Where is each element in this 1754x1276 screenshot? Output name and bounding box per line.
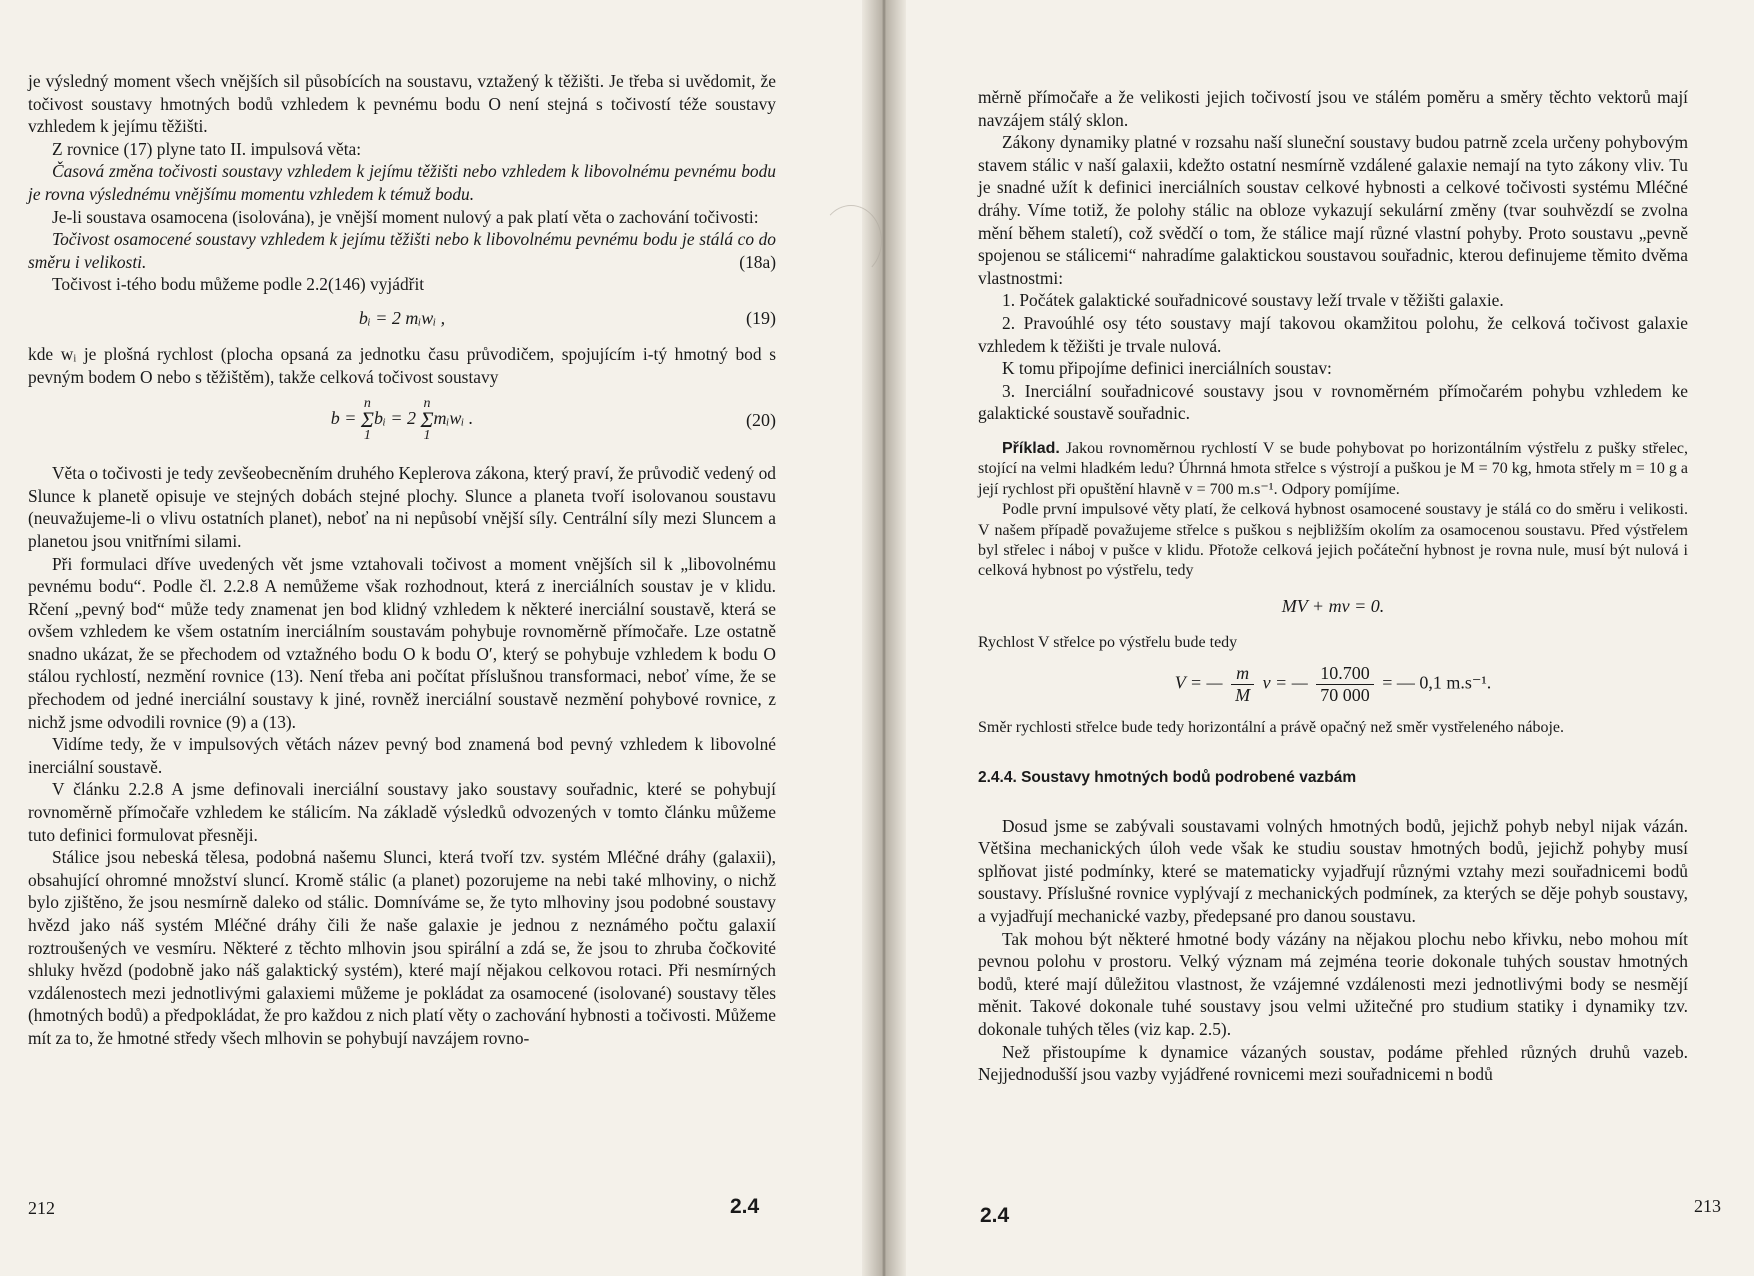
paragraph: Stálice jsou nebeská tělesa, podobná našemu Slunci, která tvoří tzv. systém Mléčné dráhy (galaxii), obsahující ohromné množství sluncí. Kromě stálic (a planet) pozorujeme na nebi také mlhoviny, o nichž bylo zjištěno, že jsou nesmírně daleko od stálic. Domníváme se, že tyto mlhoviny jsou podobné soustavy hvězd jako náš systém Mléčné dráhy čili že naše galaxie je jednou z neznámého počtu galaxií roztroušených ve vesmíru. Některé z těchto mlhovin jsou spirální a zdá se, že jsou to zhruba čočkovité shluky hvězd (podobně jako náš galaktický systém), které mají nějakou celkovou rotaci. Při nesmírných vzdálenostech mezi jednotlivými galaxiemi můžeme je pokládat za osamocené (isolované) soustavy těles (hmotných bodů) a předpokládat, že pro každou z nich platí věty o zachování hybnosti a točivosti. Můžeme mít za to, že hmotné středy všech mlhovin se pohybují navzájem rovno- [28, 847, 776, 1048]
left-page [0, 0, 862, 1276]
page-number: 213 [1694, 1196, 1721, 1216]
paragraph: Tak mohou být některé hmotné body vázány na nějakou plochu nebo křivku, nebo mohou mít pevnou polohu v prostoru. Velký význam má zejména teorie dokonale tuhých soustav hmotných bodů, které mají důležitou vlastnost, že vzájemné vzdálenosti mezi jednotlivými body se nesmějí měnit. Takové dokonale tuhé soustavy jsou velmi užitečné pro studium statiky i dynamiky tzv. dokonale tuhých těles (viz kap. 2.5). [978, 928, 1688, 1039]
equation-20 [28, 388, 776, 462]
equation-momentum: MV + mv = 0. [1281, 595, 1385, 616]
example-paragraph: Směr rychlosti střelce bude tedy horizontální a právě opačný než směr vystřeleného náboje. [978, 719, 1565, 737]
equation-number: (19) [746, 307, 776, 328]
right-page [906, 0, 1754, 1276]
list-item: 3. Inerciální souřadnicové soustavy jsou v rovnoměrném přímočarém pohybu vzhledem ke galaktické soustavě souřadnic. [978, 380, 1688, 424]
equation-number: (18a) [739, 251, 776, 272]
example-paragraph: Rychlost V střelce po výstřelu bude tedy [978, 633, 1238, 651]
right-page-text [978, 86, 1688, 1086]
example-paragraph: Příklad. Jakou rovnoměrnou rychlostí V se bude pohybovat po horizontálním výstřelu z pušky střelec, stojící na velmi hladkém ledu? Úhrnná hmota střelce s výstrojí a puškou je M = 70 kg, hmota střely m = 10 g a její rychlost při opuštění hlavně v = 700 m.s⁻¹. Odpory pomíjíme. [978, 439, 1689, 498]
equation-rhs: = — 0,1 m.s⁻¹. [1382, 672, 1492, 693]
paragraph: Je-li soustava osamocena (isolována), je vnější moment nulový a pak platí věta o zachování točivosti: [52, 206, 759, 227]
paragraph: Točivost i-tého bodu můžeme podle 2.2(146) vyjádřit [52, 274, 425, 295]
paragraph: měrně přímočaře a že velikosti jejich točivostí jsou ve stálém poměru a směry těchto vektorů mají navzájem stálý sklon. [978, 87, 1688, 130]
paragraph: je výsledný moment všech vnějších sil působících na soustavu, vztažený k těžišti. Je třeba si uvědomit, že točivost soustavy hmotných bodů vzhledem k pevnému bodu O není stejná s točivostí téže soustavy vzhledem k jejímu těžišti. [28, 71, 776, 137]
equation-lhs: b = [330, 408, 357, 429]
equation-mid: bᵢ = 2 [373, 408, 416, 429]
paragraph: Vidíme tedy, že v impulsových větách název pevný bod znamená bod pevný vzhledem k libovolné inerciální soustavě. [28, 734, 776, 777]
paragraph: Než přistoupíme k dynamice vázaných soustav, podáme přehled různých druhů vazeb. Nejjednodušší jsou vazby vyjádřené rovnicemi mezi souřadnicemi n bodů [978, 1041, 1688, 1085]
theorem-body: Točivost osamocené soustavy vzhledem k jejímu těžišti nebo k libovolnému pevnému bodu je stálá co do směru i velikosti. [28, 229, 776, 272]
paragraph: Při formulaci dříve uvedených vět jsme vztahovali točivost a moment vnějších sil k „libovolnému pevnému bodu“. Podle čl. 2.2.8 A nemůžeme však rozhodnout, která z inerciálních soustav je v klidu. Rčení „pevný bod“ může tedy znamenat jen bod klidný vzhledem k některé inerciální soustavě, která se ovšem vzhledem ke všem ostatním inerciálním soustavám pohybuje rovnoměrně přímočaře. Lze ostatně snadno ukázat, že se přechodem od vztažného bodu O k bodu O′, který se pohybuje vzhledem k bodu O stálou rychlostí, nezmění rovnice (13). Není třeba ani počítat příslušnou transformaci, neboť víme, že se přechodem od jedné inerciální soustavy k jiné, rovněž inerciální soustavě nezmění pohybové rovnice, z nichž jsme odvodili rovnice (9) a (13). [28, 553, 776, 732]
equation-rhs: mᵢwᵢ . [433, 408, 474, 429]
paragraph: K tomu připojíme definici inerciálních soustav: [1002, 358, 1332, 379]
example-block [978, 439, 1688, 739]
paragraph: kde wᵢ je plošná rychlost (plocha opsaná za jednotku času průvodičem, spojujícím i-tý hmotný bod s pevným bodem O nebo s těžištěm), takže celková točivost soustavy [28, 343, 776, 387]
list-item: 1. Počátek galaktické souřadnicové soustavy leží trvale v těžišti galaxie. [1002, 290, 1504, 311]
equation-lhs: V = — [1174, 672, 1223, 693]
theorem-text [28, 228, 776, 273]
list-item: 2. Pravoúhlé osy této soustavy mají takovou okamžitou polohu, že celková točivost galaxie vzhledem k těžišti je trvale nulová. [978, 312, 1688, 356]
page-number: 212 [28, 1198, 55, 1218]
equation-velocity [978, 653, 1688, 718]
equation-mid: v = — [1262, 672, 1308, 693]
paragraph: Dosud jsme se zabývali soustavami volných hmotných bodů, jejichž pohyb nebyl nijak vázán. Většina mechanických úloh vede však ke studiu soustav hmotných bodů, jejichž pohyby musí splňovat jisté podmínky, které se matematicky vyjadřují různými vztahy mezi souřadnicemi bodů soustavy. Příslušné rovnice vyplývají z mechanických podmínek, za kterých se děje pohyb soustavy, a vyjadřují mechanické vazby, předepsané pro danou soustavu. [978, 815, 1688, 926]
paragraph: Zákony dynamiky platné v rozsahu naší sluneční soustavy budou patrně zcela určeny pohybovým stavem stálic v naší galaxii, kdežto ostatní nesmírně vzdálené galaxie nemají na tyto zákony vliv. Tu je snadné užít k definici inerciálních soustav celkové hybnosti a celkové točivosti systému Mléčné dráhy. Víme totiž, že polohy stálic na obloze vykazují sekulární změny (tvar souhvězdí se zvolna mění během staletí), což svědčí o tom, že stálice mají různé vlastní pohyby. Proto soustavu „pevně spojenou se stálicemi“ nahradíme galaktickou soustavou souřadnic, kterou definujeme těmito dvěma vlastnostmi: [978, 132, 1688, 288]
equation-19 [28, 296, 776, 343]
example-label: Příklad. [1002, 439, 1060, 457]
fraction: $\frac{10.700}{70 000}$ [1316, 663, 1374, 706]
equation-body: bᵢ = 2 mᵢwᵢ , [358, 307, 446, 328]
paragraph: V článku 2.2.8 A jsme definovali inerciální soustavy jako soustavy souřadnic, které se pohybují rovnoměrně přímočaře vzhledem ke stálicím. Na základě výsledků odvozených v tomto článku můžeme tuto definici formulovat přesněji. [28, 779, 776, 845]
sum-symbol: n Σ 1 [420, 396, 434, 444]
section-heading: 2.4.4. Soustavy hmotných bodů podrobené vazbám [978, 768, 1357, 786]
left-page-text [28, 70, 776, 1050]
section-marker: 2.4 [730, 1195, 760, 1218]
fraction: $\frac{m}{M}$ [1231, 663, 1254, 706]
equation-number: (20) [746, 410, 776, 431]
book-gutter [862, 0, 906, 1276]
paragraph: Věta o točivosti je tedy zevšeobecněním druhého Keplerova zákona, který praví, že průvodič vedený od Slunce k planetě opisuje ve stejných dobách stejné plochy. Slunce a planeta tvoří isolovanou soustavu (neuvažujeme-li o vlivu ostatních planet), neboť na ni nepůsobí vnější síly. Centrální síly mezi Sluncem a planetou jsou vnitřními silami. [28, 463, 776, 551]
example-paragraph: Podle první impulsové věty platí, že celková hybnost osamocené soustavy je stálá co do směru i velikosti. V našem případě považujeme střelce s puškou s nejbližším okolím za osamocenou soustavu. Před výstřelem byl střelec i náboj v pušce v klidu. Přotože celková jejich počáteční hybnost je rovna nule, musí být nulová i celková hybnost po výstřelu, tedy [978, 501, 1688, 580]
sum-symbol: n Σ 1 [360, 396, 374, 444]
theorem-text: Časová změna točivosti soustavy vzhledem k jejímu těžišti nebo vzhledem k libovolnému pevnému bodu je rovna výslednému vnějšímu momentu vzhledem k témuž bodu. [28, 161, 776, 204]
section-marker: 2.4 [980, 1204, 1010, 1227]
paragraph: Z rovnice (17) plyne tato II. impulsová věta: [52, 138, 362, 159]
